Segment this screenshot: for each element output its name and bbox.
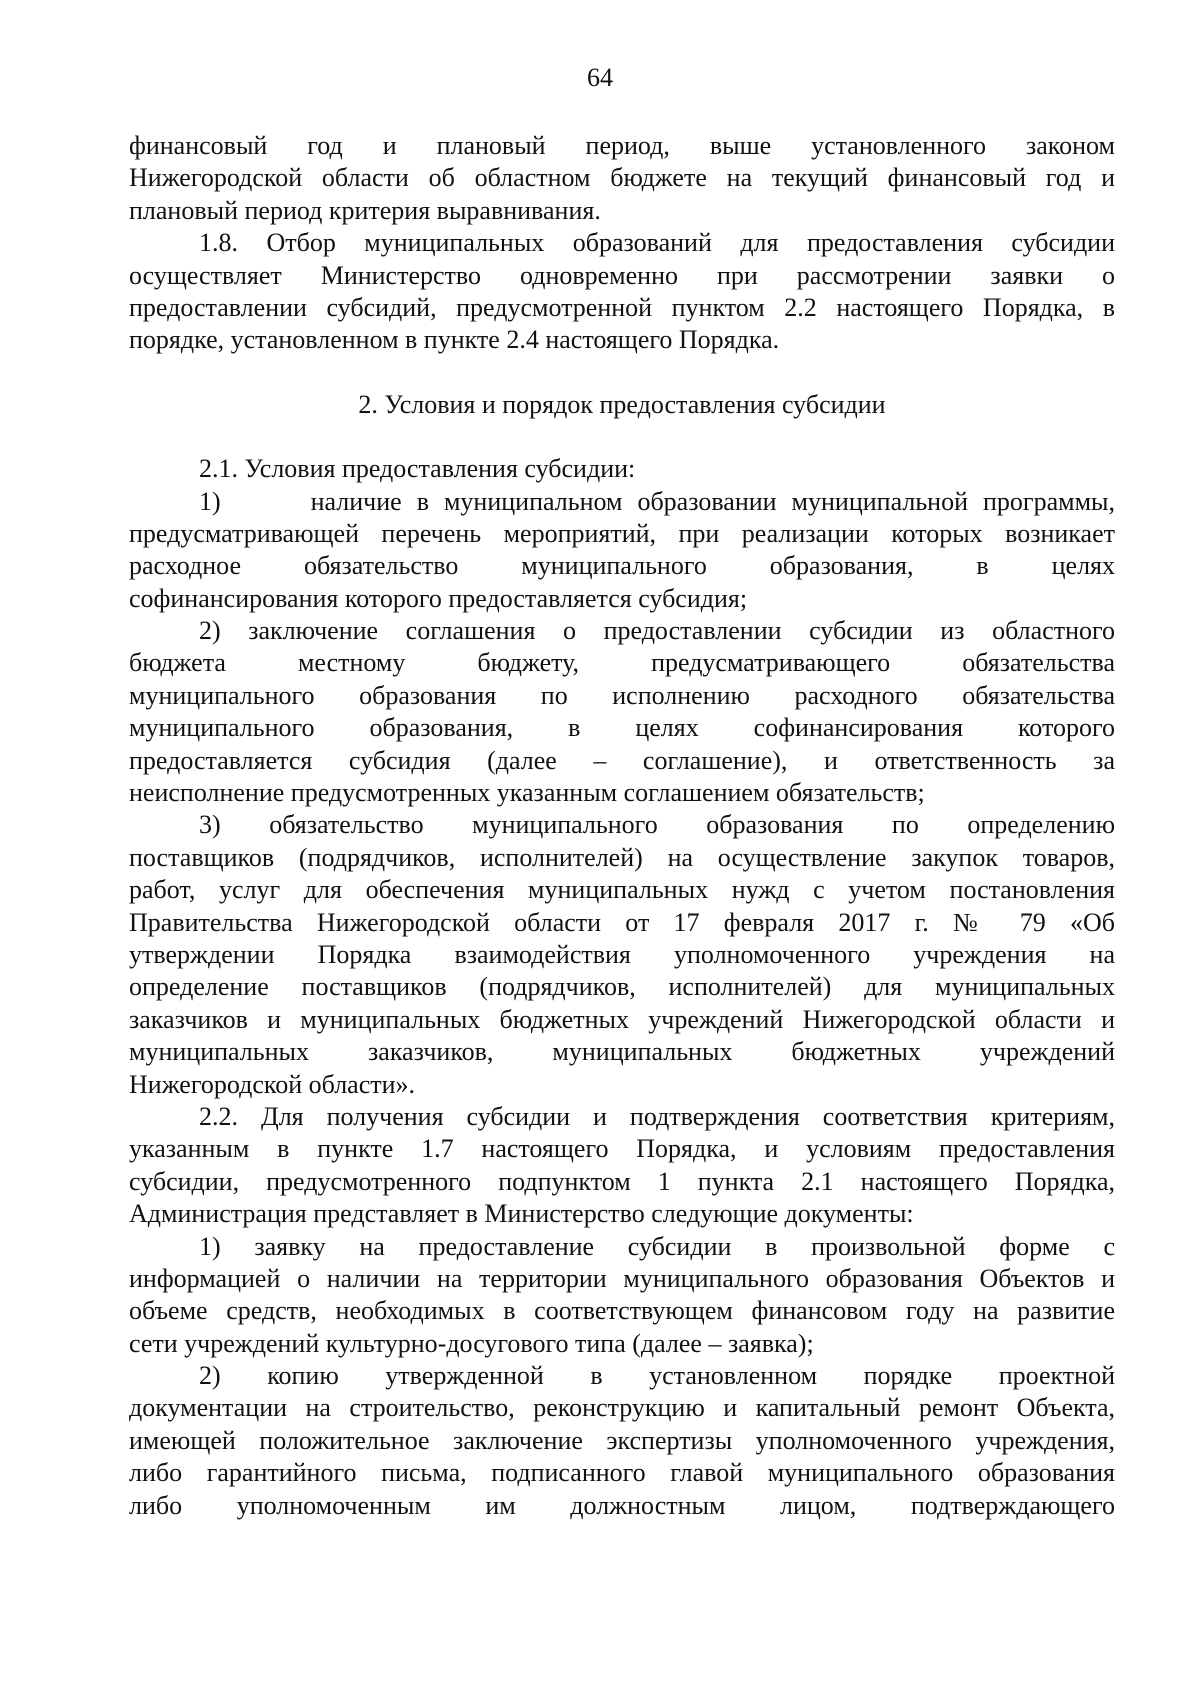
text-line: утверждении Порядка взаимодействия уполномоченного учреждения на bbox=[129, 939, 1115, 969]
text-line: финансовый год и плановый период, выше установленного законом bbox=[129, 131, 1115, 160]
text-line: расходное обязательство муниципального образования, в целях bbox=[129, 551, 1115, 581]
text-line: 1) наличие в муниципальном образовании муниципальной программы, bbox=[199, 486, 1115, 516]
text-line: определение поставщиков (подрядчиков, исполнителей) для муниципальных bbox=[129, 972, 1115, 1002]
text-line: имеющей положительное заключение экспертизы уполномоченного учреждения, bbox=[129, 1425, 1115, 1455]
text-line: Нижегородской области об областном бюджете на текущий финансовый год и bbox=[129, 163, 1115, 193]
paragraph-2-1-item-2 bbox=[129, 615, 1115, 809]
text-line: 1.8. Отбор муниципальных образований для предоставления субсидии bbox=[199, 228, 1115, 258]
text-line: неисполнение предусмотренных указанным соглашением обязательств; bbox=[129, 778, 925, 808]
text-line: муниципального образования по исполнению расходного обязательства bbox=[129, 680, 1115, 710]
text-line: 3) обязательство муниципального образования по определению bbox=[199, 810, 1115, 840]
text-line: сети учреждений культурно-досугового типа (далее – заявка); bbox=[129, 1328, 814, 1358]
text-line: предоставлении субсидий, предусмотренной пунктом 2.2 настоящего Порядка, в bbox=[129, 292, 1115, 322]
section-heading: 2. Условия и порядок предоставления субсидии bbox=[358, 389, 886, 419]
text-line: поставщиков (подрядчиков, исполнителей) на осуществление закупок товаров, bbox=[129, 842, 1115, 872]
text-line: документации на строительство, реконструкцию и капитальный ремонт Объекта, bbox=[129, 1393, 1115, 1423]
text-line: заказчиков и муниципальных бюджетных учреждений Нижегородской области и bbox=[129, 1004, 1115, 1034]
text-line: предоставляется субсидия (далее – соглашение), и ответственность за bbox=[129, 745, 1115, 775]
text-line: софинансирования которого предоставляется субсидия; bbox=[129, 583, 748, 613]
text-line: 2) заключение соглашения о предоставлении субсидии из областного bbox=[199, 616, 1115, 646]
paragraph-2-1 bbox=[129, 453, 1115, 485]
document-body bbox=[129, 130, 1115, 1522]
paragraph-2-2-item-1 bbox=[129, 1231, 1115, 1361]
text-line: порядке, установленном в пункте 2.4 настоящего Порядка. bbox=[129, 325, 780, 355]
page-number: 64 bbox=[587, 63, 613, 92]
text-line: предусматривающей перечень мероприятий, при реализации которых возникает bbox=[129, 518, 1115, 548]
paragraph-1-8 bbox=[129, 227, 1115, 357]
text-line: осуществляет Министерство одновременно при рассмотрении заявки о bbox=[129, 260, 1115, 290]
text-line: либо гарантийного письма, подписанного главой муниципального образования bbox=[129, 1458, 1115, 1488]
text-line: 2.2. Для получения субсидии и подтверждения соответствия критериям, bbox=[199, 1101, 1115, 1131]
paragraph-2-2 bbox=[129, 1101, 1115, 1231]
text-line: муниципальных заказчиков, муниципальных бюджетных учреждений bbox=[129, 1037, 1115, 1067]
paragraph-2-2-item-2 bbox=[129, 1360, 1115, 1522]
text-line: работ, услуг для обеспечения муниципальных нужд с учетом постановления bbox=[129, 875, 1115, 905]
text-line: либо уполномоченным им должностным лицом, подтверждающего bbox=[129, 1490, 1115, 1520]
text-line: муниципального образования, в целях софинансирования которого bbox=[129, 713, 1115, 743]
paragraph-2-1-item-3 bbox=[129, 809, 1115, 1101]
text-line: 1) заявку на предоставление субсидии в произвольной форме с bbox=[199, 1231, 1115, 1261]
text-line: указанным в пункте 1.7 настоящего Порядка, и условиям предоставления bbox=[129, 1134, 1115, 1164]
text-line: субсидии, предусмотренного подпунктом 1 пункта 2.1 настоящего Порядка, bbox=[129, 1166, 1115, 1196]
text-line: 2) копию утвержденной в установленном порядке проектной bbox=[199, 1361, 1115, 1391]
text-line: Администрация представляет в Министерство следующие документы: bbox=[129, 1199, 914, 1229]
text-line: бюджета местному бюджету, предусматривающего обязательства bbox=[129, 648, 1115, 678]
text-line: объеме средств, необходимых в соответствующем финансовом году на развитие bbox=[129, 1296, 1115, 1326]
text-line: информацией о наличии на территории муниципального образования Объектов и bbox=[129, 1263, 1115, 1293]
text-line: Нижегородской области». bbox=[129, 1069, 416, 1099]
text-line: 2.1. Условия предоставления субсидии: bbox=[199, 454, 636, 484]
paragraph-2-1-item-1 bbox=[129, 486, 1115, 616]
text-line: плановый период критерия выравнивания. bbox=[129, 195, 601, 225]
text-line: Правительства Нижегородской области от 17 февраля 2017 г. № 79 «Об bbox=[129, 907, 1115, 937]
paragraph-continuation bbox=[129, 130, 1115, 227]
